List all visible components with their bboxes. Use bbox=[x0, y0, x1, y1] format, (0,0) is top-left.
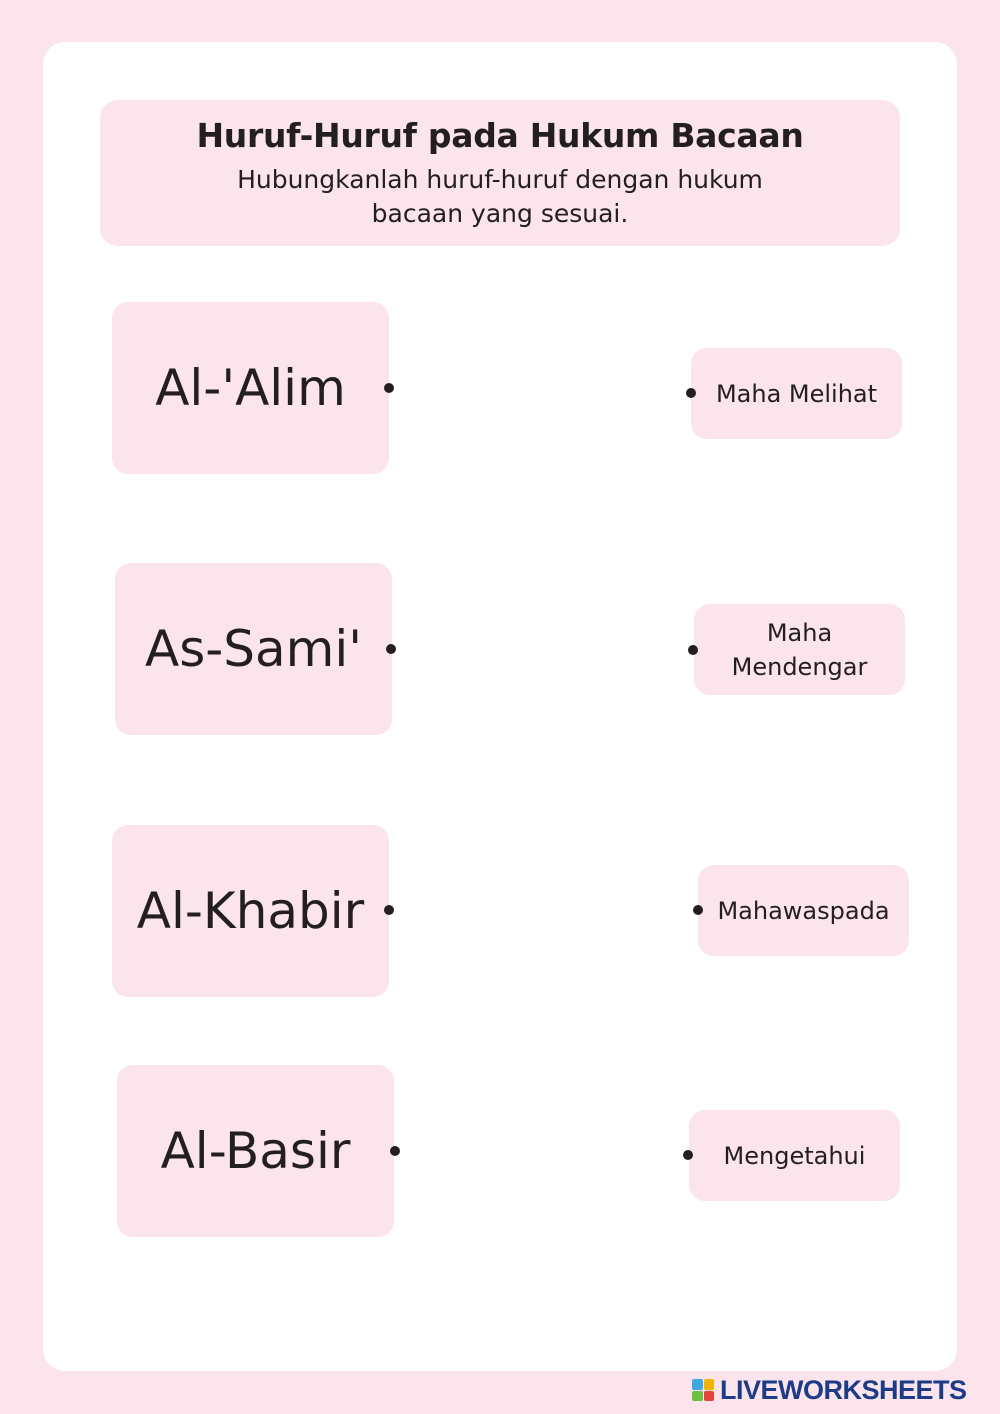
left-item-1-connector-dot[interactable] bbox=[384, 383, 394, 393]
right-item-3 bbox=[698, 865, 909, 956]
right-item-4 bbox=[689, 1110, 900, 1201]
instruction-header bbox=[100, 100, 900, 246]
right-item-2 bbox=[694, 604, 905, 695]
left-item-label: Al-Khabir bbox=[136, 882, 365, 940]
right-item-label: Mahawaspada bbox=[717, 896, 890, 925]
left-item-label: Al-'Alim bbox=[155, 359, 346, 417]
liveworksheets-brand bbox=[692, 1376, 967, 1404]
left-item-3 bbox=[112, 825, 389, 997]
left-item-2-connector-dot[interactable] bbox=[386, 644, 396, 654]
left-item-2 bbox=[115, 563, 392, 735]
right-item-4-connector-dot[interactable] bbox=[683, 1150, 693, 1160]
left-item-1 bbox=[112, 302, 389, 474]
right-item-1 bbox=[691, 348, 902, 439]
right-item-label: Mengetahui bbox=[723, 1141, 866, 1170]
instruction-text: Hubungkanlah huruf-huruf dengan hukum bacaan yang sesuai. bbox=[237, 165, 763, 228]
left-item-4 bbox=[117, 1065, 394, 1237]
left-item-4-connector-dot[interactable] bbox=[390, 1146, 400, 1156]
left-item-3-connector-dot[interactable] bbox=[384, 905, 394, 915]
right-item-1-connector-dot[interactable] bbox=[686, 388, 696, 398]
liveworksheets-logo-icon bbox=[692, 1379, 714, 1401]
right-item-3-connector-dot[interactable] bbox=[693, 905, 703, 915]
left-item-label: Al-Basir bbox=[160, 1122, 351, 1180]
page-title: Huruf-Huruf pada Hukum Bacaan bbox=[196, 116, 804, 155]
right-item-label: Maha Melihat bbox=[715, 379, 878, 408]
brand-name: LIVEWORKSHEETS bbox=[720, 1374, 967, 1405]
right-item-label: Maha Mendengar bbox=[731, 618, 868, 681]
right-item-2-connector-dot[interactable] bbox=[688, 645, 698, 655]
left-item-label: As-Sami' bbox=[144, 620, 363, 678]
